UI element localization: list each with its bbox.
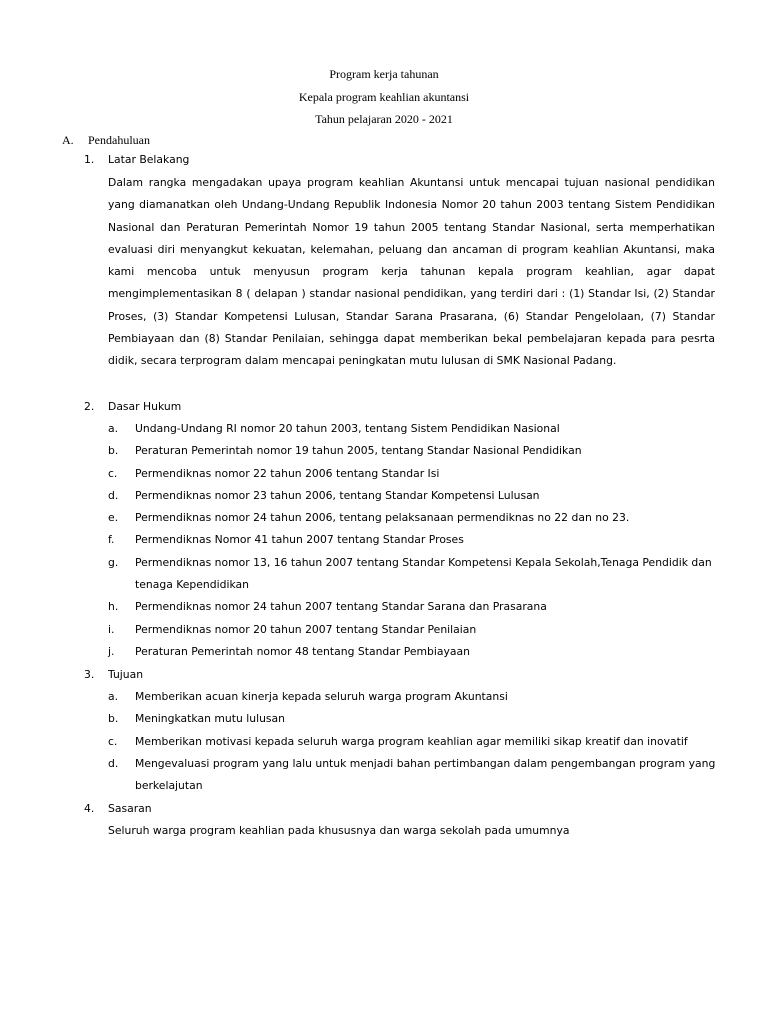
subsection-2-number: 2. xyxy=(84,400,95,413)
list-item: a. Undang-Undang RI nomor 20 tahun 2003, tentang Sistem Pendidikan Nasional xyxy=(108,422,560,435)
section-a-marker: A. xyxy=(62,133,74,147)
list-item: e. Permendiknas nomor 24 tahun 2006, tentang pelaksanaan permendiknas no 22 dan no 23. xyxy=(108,511,630,525)
objectives-list xyxy=(108,686,720,797)
section-a-heading xyxy=(62,131,150,149)
list-item: d. Mengevaluasi program yang lalu untuk menjadi bahan pertimbangan dalam pengembangan program yang berkelajutan xyxy=(108,756,716,793)
list-item: j. Peraturan Pemerintah nomor 48 tentang Standar Pembiayaan xyxy=(108,644,470,658)
list-item: i. Permendiknas nomor 20 tahun 2007 tentang Standar Penilaian xyxy=(108,622,477,636)
list-item: b. Meningkatkan mutu lulusan xyxy=(108,712,286,726)
section-a-title: Pendahuluan xyxy=(88,133,150,147)
background-paragraph: Dalam rangka mengadakan upaya program keahlian Akuntansi untuk mencapai tujuan nasional pendidikan yang diamanatkan oleh Undang-Undang Republik Indonesia Nomor 20 tahun 2003 tentang Sistem Pendidikan Nasional dan Peraturan Pemerintah Nomor 19 tahun 2005 tentang Standar Nasional, serta memperhatikan evaluasi diri menyangkut kekuatan, kelemahan, peluang dan ancaman di program keahlian Akuntansi, maka kami mencoba untuk menyusun program kerja tahunan kepala program keahlian, agar dapat mengimplementasikan 8 ( delapan ) standar nasional pendidikan, yang terdiri dari : (1) Standar Isi, (2) Standar Proses, (3) Standar Kompetensi Lulusan, Standar Sarana Prasarana, (6) Standar Pengelolaan, (7) Standar Pembiayaan dan (8) Standar Penilaian, sehingga dapat memberikan bekal pembelajaran kepada para pesrta didik, secara terprogram dalam mencapai peningkatan mutu lulusan di SMK Nasional Padang. xyxy=(108,176,715,368)
document-title xyxy=(0,63,768,131)
subsection-4-title: Sasaran xyxy=(108,802,152,815)
list-item: f. Permendiknas Nomor 41 tahun 2007 tentang Standar Proses xyxy=(108,533,464,547)
subsection-1-heading xyxy=(84,149,189,171)
list-item: c. Permendiknas nomor 22 tahun 2006 tentang Standar Isi xyxy=(108,466,440,480)
list-item: d. Permendiknas nomor 23 tahun 2006, tentang Standar Kompetensi Lulusan xyxy=(108,488,540,502)
list-item: a. Memberikan acuan kinerja kepada seluruh warga program Akuntansi xyxy=(108,690,508,703)
list-item: h. Permendiknas nomor 24 tahun 2007 tentang Standar Sarana dan Prasarana xyxy=(108,600,547,614)
title-line-3: Tahun pelajaran 2020 - 2021 xyxy=(315,112,453,126)
subsection-3-heading xyxy=(84,664,143,686)
title-line-1: Program kerja tahunan xyxy=(329,67,439,81)
list-item: b. Peraturan Pemerintah nomor 19 tahun 2005, tentang Standar Nasional Pendidikan xyxy=(108,444,582,458)
list-item: g. Permendiknas nomor 13, 16 tahun 2007 tentang Standar Kompetensi Kepala Sekolah,Tenaga Pendidik dan tenaga Kependidikan xyxy=(108,555,712,592)
subsection-4-number: 4. xyxy=(84,802,95,815)
subsection-2-heading xyxy=(84,396,181,418)
subsection-3-number: 3. xyxy=(84,668,95,681)
list-item: c. Memberikan motivasi kepada seluruh warga program keahlian agar memiliki sikap kreatif dan inovatif xyxy=(108,734,688,748)
subsection-1-number: 1. xyxy=(84,153,95,166)
subsection-1-title: Latar Belakang xyxy=(108,153,190,166)
legal-basis-list xyxy=(108,418,720,663)
subsection-2-title: Dasar Hukum xyxy=(108,400,182,413)
subsection-3-title: Tujuan xyxy=(108,668,144,681)
subsection-4-heading xyxy=(84,798,152,820)
title-line-2: Kepala program keahlian akuntansi xyxy=(298,89,470,104)
target-paragraph: Seluruh warga program keahlian pada khususnya dan warga sekolah pada umumnya xyxy=(108,824,570,837)
